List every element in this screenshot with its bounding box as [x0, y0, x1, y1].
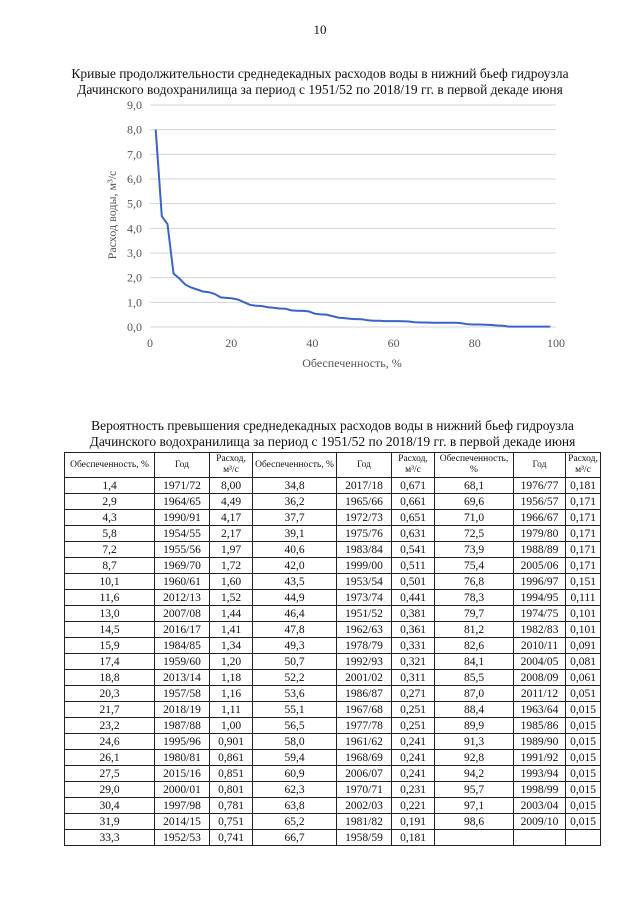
table-cell: 1987/88: [155, 718, 210, 734]
table-cell: 0,901: [210, 734, 253, 750]
y-tick-label: 4,0: [127, 221, 142, 236]
x-tick-label: 20: [225, 336, 238, 350]
y-tick-label: 0,0: [127, 320, 142, 334]
table-cell: 0,781: [210, 798, 253, 814]
table-cell: 37,7: [253, 510, 337, 526]
table-cell: 1973/74: [337, 590, 392, 606]
table-cell: 63,8: [253, 798, 337, 814]
x-tick-label: 0: [147, 336, 153, 350]
table-cell: 0,061: [566, 670, 601, 686]
table-cell: 0,171: [566, 558, 601, 574]
table-cell: 15,9: [65, 638, 155, 654]
table-cell: 2009/10: [514, 814, 566, 830]
table-cell: 0,091: [566, 638, 601, 654]
table-cell: 1963/64: [514, 702, 566, 718]
y-tick-label: 3,0: [127, 246, 142, 260]
table-cell: 0,741: [210, 830, 253, 846]
table-cell: 0,251: [392, 718, 435, 734]
table-cell: 14,5: [65, 622, 155, 638]
table-cell: 10,1: [65, 574, 155, 590]
table-cell: 0,631: [392, 526, 435, 542]
table-cell: 0,111: [566, 590, 601, 606]
table-row: [65, 798, 601, 814]
table-row: [65, 606, 601, 622]
table-cell: 58,0: [253, 734, 337, 750]
table-cell: 72,5: [435, 526, 514, 542]
table-cell: 0,015: [566, 750, 601, 766]
table-cell: 91,3: [435, 734, 514, 750]
y-axis-ticks: [127, 98, 142, 334]
table-row: [65, 494, 601, 510]
table-row: [65, 622, 601, 638]
chart-title-line-2: Дачинского водохранилища за период с 1951/52 по 2018/19 гг. в первой декаде июня: [77, 82, 563, 97]
table-cell: 0,221: [392, 798, 435, 814]
table-cell: 0,311: [392, 670, 435, 686]
table-body: [65, 478, 601, 846]
table-cell: 1957/58: [155, 686, 210, 702]
table-cell: 71,0: [435, 510, 514, 526]
table-cell: 2002/03: [337, 798, 392, 814]
table-cell: 62,3: [253, 782, 337, 798]
table-header-cell: Обеспеченность, %: [435, 453, 514, 478]
table-header-cell: Год: [514, 453, 566, 478]
table-row: [65, 542, 601, 558]
table-cell: 1969/70: [155, 558, 210, 574]
table-cell: 0,171: [566, 542, 601, 558]
table-cell: 1984/85: [155, 638, 210, 654]
table-cell: 42,0: [253, 558, 337, 574]
page-number: 10: [313, 22, 327, 37]
table-cell: 2015/16: [155, 766, 210, 782]
table-cell: 76,8: [435, 574, 514, 590]
table-cell: 1978/79: [337, 638, 392, 654]
table-cell: 1986/87: [337, 686, 392, 702]
table-cell: 23,2: [65, 718, 155, 734]
table-cell: 7,2: [65, 542, 155, 558]
table-cell: 1985/86: [514, 718, 566, 734]
table-cell: 1967/68: [337, 702, 392, 718]
table-cell: 43,5: [253, 574, 337, 590]
table-cell: 1995/96: [155, 734, 210, 750]
chart-title-line-1: Кривые продолжительности среднедекадных расходов воды в нижний бьеф гидроузла: [71, 66, 569, 81]
table-row: [65, 766, 601, 782]
table-cell: 1994/95: [514, 590, 566, 606]
table-row: [65, 782, 601, 798]
table-header-cell: Расход, м³/с: [566, 453, 601, 478]
table-cell: 66,7: [253, 830, 337, 846]
table-cell: 11,6: [65, 590, 155, 606]
table-row: [65, 478, 601, 494]
table-cell: 2004/05: [514, 654, 566, 670]
y-tick-label: 1,0: [127, 295, 142, 310]
table-title-line-2: Дачинского водохранилища за период с 1951/52 по 2018/19 гг. в первой декаде июня: [89, 434, 576, 449]
table-cell: 1982/83: [514, 622, 566, 638]
table-cell: 0,801: [210, 782, 253, 798]
table-cell: 31,9: [65, 814, 155, 830]
table-cell: 0,171: [566, 526, 601, 542]
table-cell: 2013/14: [155, 670, 210, 686]
table-cell: 0,271: [392, 686, 435, 702]
table-cell: 1992/93: [337, 654, 392, 670]
table-cell: 2008/09: [514, 670, 566, 686]
table-cell: 0,851: [210, 766, 253, 782]
table-cell: 50,7: [253, 654, 337, 670]
table-row: [65, 686, 601, 702]
table-cell: 2,17: [210, 526, 253, 542]
table-cell: 0,015: [566, 782, 601, 798]
table-cell: 2001/02: [337, 670, 392, 686]
table-cell: 0,381: [392, 606, 435, 622]
table-cell: 18,8: [65, 670, 155, 686]
table-cell: 1,34: [210, 638, 253, 654]
table-cell: 1975/76: [337, 526, 392, 542]
table-cell: 1989/90: [514, 734, 566, 750]
table-cell: 1958/59: [337, 830, 392, 846]
table-cell: 4,17: [210, 510, 253, 526]
table-cell: 1964/65: [155, 494, 210, 510]
table-cell: 30,4: [65, 798, 155, 814]
table-cell: 1983/84: [337, 542, 392, 558]
table-cell: 98,6: [435, 814, 514, 830]
table-cell: 0,101: [566, 606, 601, 622]
table-header-cell: Обеспеченность, %: [253, 453, 337, 478]
y-tick-label: 9,0: [127, 98, 142, 112]
table-cell: 2005/06: [514, 558, 566, 574]
table-cell: 1,20: [210, 654, 253, 670]
table-cell: 0,511: [392, 558, 435, 574]
table-cell: 73,9: [435, 542, 514, 558]
table-cell: 47,8: [253, 622, 337, 638]
table-row: [65, 734, 601, 750]
table-cell: 1,4: [65, 478, 155, 494]
table-cell: [514, 830, 566, 846]
table-cell: 1974/75: [514, 606, 566, 622]
table-cell: 0,241: [392, 734, 435, 750]
table-row: [65, 510, 601, 526]
table-row: [65, 830, 601, 846]
table-cell: 29,0: [65, 782, 155, 798]
table-header-cell: Обеспеченность, %: [65, 453, 155, 478]
table-cell: 0,861: [210, 750, 253, 766]
table-cell: 89,9: [435, 718, 514, 734]
table-cell: 0,441: [392, 590, 435, 606]
table-cell: 2003/04: [514, 798, 566, 814]
x-tick-label: 40: [306, 336, 319, 350]
table-cell: 1980/81: [155, 750, 210, 766]
table-cell: 0,081: [566, 654, 601, 670]
table-row: [65, 718, 601, 734]
table-cell: 1988/89: [514, 542, 566, 558]
table-cell: 68,1: [435, 478, 514, 494]
y-tick-label: 8,0: [127, 122, 142, 137]
table-cell: 0,661: [392, 494, 435, 510]
y-axis-label: Расход воды, м³/с: [105, 170, 119, 260]
table-cell: 0,241: [392, 766, 435, 782]
table-cell: 1966/67: [514, 510, 566, 526]
table-cell: 1960/61: [155, 574, 210, 590]
table-cell: 1991/92: [514, 750, 566, 766]
x-tick-label: 80: [468, 336, 481, 350]
table-cell: 34,8: [253, 478, 337, 494]
table-cell: 79,7: [435, 606, 514, 622]
table-cell: 1954/55: [155, 526, 210, 542]
table-cell: 0,015: [566, 798, 601, 814]
table-cell: 0,181: [392, 830, 435, 846]
table-row: [65, 638, 601, 654]
table-row: [65, 702, 601, 718]
table-cell: 4,3: [65, 510, 155, 526]
table-row: [65, 590, 601, 606]
table-cell: 33,3: [65, 830, 155, 846]
table-cell: 0,051: [566, 686, 601, 702]
table-cell: 1,44: [210, 606, 253, 622]
table-title: [40, 418, 625, 450]
table-cell: 94,2: [435, 766, 514, 782]
table-row: [65, 670, 601, 686]
table-cell: 0,151: [566, 574, 601, 590]
table-cell: 39,1: [253, 526, 337, 542]
table-cell: 5,8: [65, 526, 155, 542]
table-cell: 1996/97: [514, 574, 566, 590]
table-cell: 1951/52: [337, 606, 392, 622]
table-cell: 27,5: [65, 766, 155, 782]
table-cell: 0,501: [392, 574, 435, 590]
table-cell: 2,9: [65, 494, 155, 510]
table-cell: 1972/73: [337, 510, 392, 526]
table-cell: 1,60: [210, 574, 253, 590]
table-cell: 1952/53: [155, 830, 210, 846]
table-cell: 1968/69: [337, 750, 392, 766]
table-cell: 17,4: [65, 654, 155, 670]
table-cell: 52,2: [253, 670, 337, 686]
table-cell: 0,321: [392, 654, 435, 670]
table-header-cell: Расход, м³/с: [210, 453, 253, 478]
table-cell: 1999/00: [337, 558, 392, 574]
table-cell: 0,101: [566, 622, 601, 638]
table-cell: 78,3: [435, 590, 514, 606]
duration-curve-chart: [0, 0, 640, 400]
table-cell: 26,1: [65, 750, 155, 766]
table-cell: 85,5: [435, 670, 514, 686]
table-cell: 0,015: [566, 814, 601, 830]
table-cell: 1997/98: [155, 798, 210, 814]
table-cell: [566, 830, 601, 846]
x-axis-label: Обеспеченность, %: [302, 356, 402, 370]
table-title-line-1: Вероятность превышения среднедекадных расходов воды в нижний бьеф гидроузла: [91, 418, 574, 433]
table-cell: 24,6: [65, 734, 155, 750]
table-cell: 1993/94: [514, 766, 566, 782]
table-cell: 2010/11: [514, 638, 566, 654]
table-cell: 97,1: [435, 798, 514, 814]
table-cell: 56,5: [253, 718, 337, 734]
table-cell: 44,9: [253, 590, 337, 606]
table-cell: 2012/13: [155, 590, 210, 606]
table-row: [65, 558, 601, 574]
table-cell: 0,171: [566, 494, 601, 510]
table-cell: 2016/17: [155, 622, 210, 638]
table-cell: 0,671: [392, 478, 435, 494]
table-cell: 82,6: [435, 638, 514, 654]
table-cell: 1,41: [210, 622, 253, 638]
table-cell: 1961/62: [337, 734, 392, 750]
x-axis-ticks: [147, 336, 565, 350]
table-cell: 0,181: [566, 478, 601, 494]
y-tick-label: 6,0: [127, 172, 142, 186]
table-cell: 60,9: [253, 766, 337, 782]
table-cell: [435, 830, 514, 846]
table-cell: 95,7: [435, 782, 514, 798]
table-cell: 75,4: [435, 558, 514, 574]
table-cell: 46,4: [253, 606, 337, 622]
table-cell: 59,4: [253, 750, 337, 766]
table-cell: 2017/18: [337, 478, 392, 494]
table-cell: 0,751: [210, 814, 253, 830]
table-cell: 0,331: [392, 638, 435, 654]
table-cell: 1990/91: [155, 510, 210, 526]
table-cell: 2007/08: [155, 606, 210, 622]
table-cell: 1998/99: [514, 782, 566, 798]
table-cell: 0,231: [392, 782, 435, 798]
table-header-cell: Год: [337, 453, 392, 478]
exceedance-probability-table: [64, 452, 601, 846]
table-cell: 0,241: [392, 750, 435, 766]
table-cell: 2000/01: [155, 782, 210, 798]
table-cell: 0,015: [566, 718, 601, 734]
table-cell: 1962/63: [337, 622, 392, 638]
x-tick-label: 100: [547, 336, 565, 350]
table-row: [65, 526, 601, 542]
table-cell: 49,3: [253, 638, 337, 654]
table-row: [65, 750, 601, 766]
table-cell: 0,015: [566, 734, 601, 750]
table-cell: 0,541: [392, 542, 435, 558]
table-cell: 0,651: [392, 510, 435, 526]
table-cell: 65,2: [253, 814, 337, 830]
table-cell: 1,72: [210, 558, 253, 574]
table-cell: 20,3: [65, 686, 155, 702]
table-cell: 0,251: [392, 702, 435, 718]
table-cell: 21,7: [65, 702, 155, 718]
table-row: [65, 814, 601, 830]
table-cell: 13,0: [65, 606, 155, 622]
table-cell: 1976/77: [514, 478, 566, 494]
table-cell: 92,8: [435, 750, 514, 766]
table-cell: 1953/54: [337, 574, 392, 590]
table-cell: 1979/80: [514, 526, 566, 542]
table-cell: 1,52: [210, 590, 253, 606]
table-cell: 0,015: [566, 766, 601, 782]
table-cell: 1959/60: [155, 654, 210, 670]
table-cell: 40,6: [253, 542, 337, 558]
table-cell: 1,18: [210, 670, 253, 686]
table-cell: 2014/15: [155, 814, 210, 830]
table-cell: 88,4: [435, 702, 514, 718]
table-cell: 69,6: [435, 494, 514, 510]
y-tick-label: 5,0: [127, 196, 142, 211]
table-cell: 1955/56: [155, 542, 210, 558]
table-header-row: [65, 453, 601, 478]
table-cell: 8,00: [210, 478, 253, 494]
y-tick-label: 2,0: [127, 270, 142, 285]
table-cell: 1,00: [210, 718, 253, 734]
table-cell: 1977/78: [337, 718, 392, 734]
table-cell: 55,1: [253, 702, 337, 718]
table-row: [65, 654, 601, 670]
table-cell: 81,2: [435, 622, 514, 638]
table-cell: 4,49: [210, 494, 253, 510]
table-cell: 1956/57: [514, 494, 566, 510]
table-cell: 0,191: [392, 814, 435, 830]
table-cell: 1971/72: [155, 478, 210, 494]
table-cell: 1,11: [210, 702, 253, 718]
table-cell: 1970/71: [337, 782, 392, 798]
x-tick-label: 60: [387, 336, 400, 350]
table-cell: 0,015: [566, 702, 601, 718]
table-cell: 2006/07: [337, 766, 392, 782]
table-cell: 1965/66: [337, 494, 392, 510]
table-cell: 2018/19: [155, 702, 210, 718]
table-cell: 53,6: [253, 686, 337, 702]
table-row: [65, 574, 601, 590]
table-cell: 87,0: [435, 686, 514, 702]
table-cell: 1981/82: [337, 814, 392, 830]
table-header-cell: Расход, м³/с: [392, 453, 435, 478]
table-cell: 0,361: [392, 622, 435, 638]
table-cell: 1,16: [210, 686, 253, 702]
table-cell: 2011/12: [514, 686, 566, 702]
y-tick-label: 7,0: [127, 147, 142, 162]
table-cell: 8,7: [65, 558, 155, 574]
table-cell: 36,2: [253, 494, 337, 510]
table-cell: 0,171: [566, 510, 601, 526]
table-cell: 1,97: [210, 542, 253, 558]
table-cell: 84,1: [435, 654, 514, 670]
table-header-cell: Год: [155, 453, 210, 478]
